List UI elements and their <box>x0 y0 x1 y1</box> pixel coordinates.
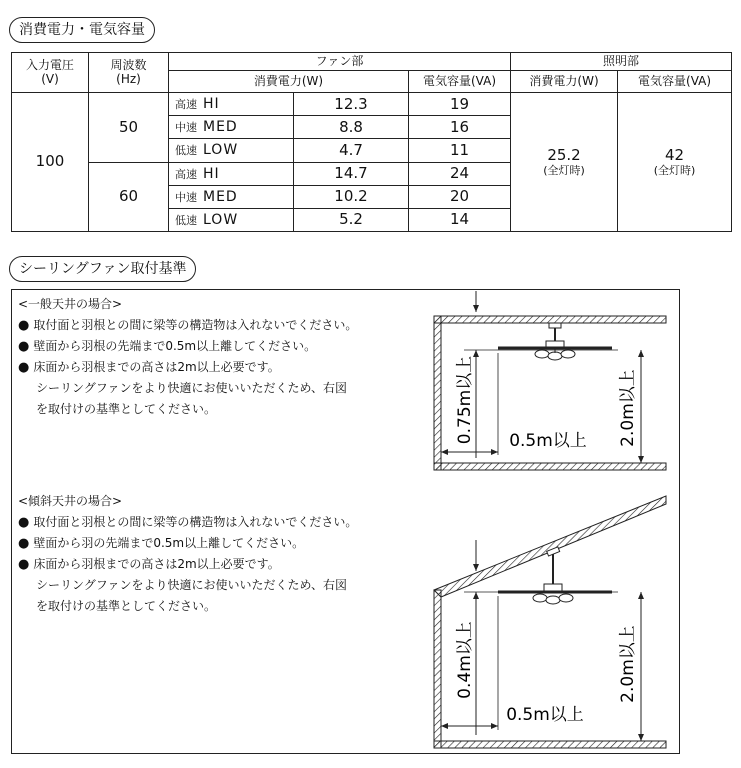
dim-slope-gap: 0.4m以上 <box>455 621 475 699</box>
floor-hatch <box>434 463 666 470</box>
fan-power-value: 4.7 <box>294 139 409 162</box>
fan-power-value: 8.8 <box>294 116 409 139</box>
dim-flat-gap: 0.75m以上 <box>455 355 475 445</box>
wall-hatch <box>434 590 441 748</box>
speed-label: 高速 HI <box>169 162 294 185</box>
slope-note-1: シーリングファンをより快適にお使いいただくため、右図 <box>36 578 348 592</box>
wall-hatch <box>434 316 441 470</box>
frequency-60: 60 <box>89 162 169 231</box>
dim-slope-wall: 0.5m以上 <box>506 705 584 725</box>
light-power-cell: 25.2 (全灯時) <box>511 93 618 232</box>
dim-flat-wall: 0.5m以上 <box>509 431 587 451</box>
ceiling-fan-icon <box>498 323 612 360</box>
slope-note-2: を取付けの基準としてください。 <box>36 599 217 613</box>
flat-ceiling-diagram <box>434 291 666 470</box>
slope-bullet-1: ● 取付面と羽根との間に梁等の構造物は入れないでください。 <box>18 512 357 533</box>
flat-note-2: を取付けの基準としてください。 <box>36 402 217 416</box>
fan-capacity-value: 19 <box>409 93 511 116</box>
header-frequency: 周波数 (Hz) <box>89 53 169 93</box>
sloped-ceiling-hatch <box>434 496 666 597</box>
header-fan-power: 消費電力(W) <box>169 71 409 93</box>
speed-label: 高速 HI <box>169 93 294 116</box>
dim-flat-height: 2.0m以上 <box>618 369 638 447</box>
flat-note-1: シーリングファンをより快適にお使いいただくため、右図 <box>36 381 348 395</box>
voltage-value: 100 <box>12 93 89 232</box>
fan-power-value: 5.2 <box>294 208 409 231</box>
floor-hatch <box>434 741 666 748</box>
speed-label: 中速 MED <box>169 116 294 139</box>
flat-bullet-1: ● 取付面と羽根との間に梁等の構造物は入れないでください。 <box>18 315 357 336</box>
fan-capacity-value: 20 <box>409 185 511 208</box>
fan-power-value: 10.2 <box>294 185 409 208</box>
fan-power-value: 12.3 <box>294 93 409 116</box>
dim-slope-height: 2.0m以上 <box>618 625 638 703</box>
flat-bullet-2: ● 壁面から羽根の先端まで0.5m以上離してください。 <box>18 336 357 357</box>
slope-bullet-3: ● 床面から羽根までの高さは2m以上必要です。 <box>18 554 357 575</box>
header-voltage: 入力電圧 (V) <box>12 53 89 93</box>
header-light-capacity: 電気容量(VA) <box>618 71 732 93</box>
section-title-power: 消費電力・電気容量 <box>9 17 155 43</box>
flat-bullet-3: ● 床面から羽根までの高さは2m以上必要です。 <box>18 357 357 378</box>
speed-label: 中速 MED <box>169 185 294 208</box>
ceiling-fan-icon <box>498 547 612 604</box>
header-light: 照明部 <box>511 53 732 71</box>
fan-capacity-value: 11 <box>409 139 511 162</box>
ceiling-hatch <box>434 316 666 323</box>
slope-ceiling-title: <傾斜天井の場合> <box>18 494 123 508</box>
speed-label: 低速 LOW <box>169 208 294 231</box>
header-fan: ファン部 <box>169 53 511 71</box>
light-capacity-cell: 42 (全灯時) <box>618 93 732 232</box>
speed-label: 低速 LOW <box>169 139 294 162</box>
slope-bullet-2: ● 壁面から羽の先端まで0.5m以上離してください。 <box>18 533 357 554</box>
fan-capacity-value: 14 <box>409 208 511 231</box>
section-title-install: シーリングファン取付基準 <box>9 256 196 282</box>
header-fan-capacity: 電気容量(VA) <box>409 71 511 93</box>
fan-capacity-value: 24 <box>409 162 511 185</box>
header-light-power: 消費電力(W) <box>511 71 618 93</box>
flat-ceiling-title: <一般天井の場合> <box>18 297 123 311</box>
frequency-50: 50 <box>89 93 169 162</box>
fan-capacity-value: 16 <box>409 116 511 139</box>
sloped-ceiling-diagram <box>434 496 666 748</box>
fan-power-value: 14.7 <box>294 162 409 185</box>
